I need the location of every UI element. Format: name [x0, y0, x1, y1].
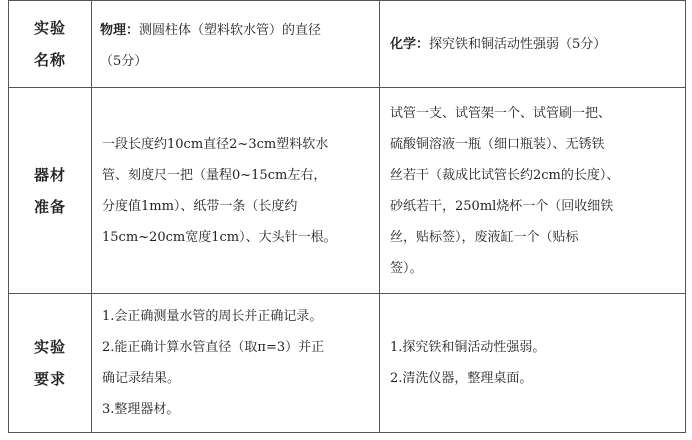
chemistry-prefix: 化学：: [390, 36, 430, 52]
text-line: 2.能正确计算水管直径（取π=3）并正: [102, 340, 325, 355]
header-cell-equipment: [9, 88, 92, 294]
text-line: 丝，贴标签），废液缸一个（贴标: [390, 229, 579, 245]
text-line: 1.会正确测量水管的周长并正确记录。: [102, 309, 323, 324]
header-cell-requirements: [9, 294, 92, 433]
row-label-line-2: 要求: [33, 370, 66, 388]
text-line: 硫酸铜溶液一瓶（细口瓶装）、无锈铁: [390, 136, 605, 152]
text-line: 1.探究铁和铜活动性强弱。: [390, 340, 546, 355]
row-label-line-1: 实验: [33, 338, 66, 356]
physics-prefix: 物理：: [100, 23, 140, 38]
text-line: 2.清洗仪器，整理桌面。: [390, 371, 533, 386]
physics-name-cell: [92, 1, 380, 88]
row-label-line-2: 名称: [33, 51, 66, 69]
row-experiment-name: [9, 1, 686, 88]
physics-equipment-cell: [92, 88, 380, 294]
physics-experiment-name: 测圆柱体（塑料软水管）的直径: [139, 23, 322, 38]
chemistry-name-cell: [380, 1, 686, 88]
header-cell-name: [9, 1, 92, 88]
text-line: 丝若干（裁成比试管长约2cm的长度）、: [390, 167, 620, 183]
text-line: 3.整理器材。: [102, 402, 180, 417]
row-requirements: [9, 294, 686, 433]
chemistry-equipment-cell: [380, 88, 686, 294]
row-equipment: [9, 88, 686, 294]
row-label-line-2: 准备: [33, 197, 66, 216]
physics-requirements-cell: [92, 294, 380, 433]
chemistry-requirements-cell: [380, 294, 686, 433]
chemistry-experiment-name: 探究铁和铜活动性强弱（5分）: [429, 36, 607, 52]
experiment-table: [8, 0, 686, 433]
text-line: 管、刻度尺一把（量程0~15cm左右，: [102, 167, 327, 183]
text-line: 一段长度约10cm直径2~3cm塑料软水: [102, 136, 329, 152]
text-line: 分度值1mm）、纸带一条（长度约: [102, 198, 298, 214]
physics-score: （5分）: [100, 54, 148, 69]
text-line: 试管一支、试管架一个、试管刷一把、: [390, 105, 612, 121]
text-line: 签）。: [390, 260, 423, 276]
text-line: 确记录结果。: [102, 371, 181, 386]
row-label-line-1: 实验: [33, 19, 66, 37]
text-line: 砂纸若干，250ml烧杯一个（回收细铁: [390, 198, 614, 214]
text-line: 15cm~20cm宽度1cm）、大头针一根。: [102, 229, 337, 245]
row-label-line-1: 器材: [33, 165, 66, 184]
